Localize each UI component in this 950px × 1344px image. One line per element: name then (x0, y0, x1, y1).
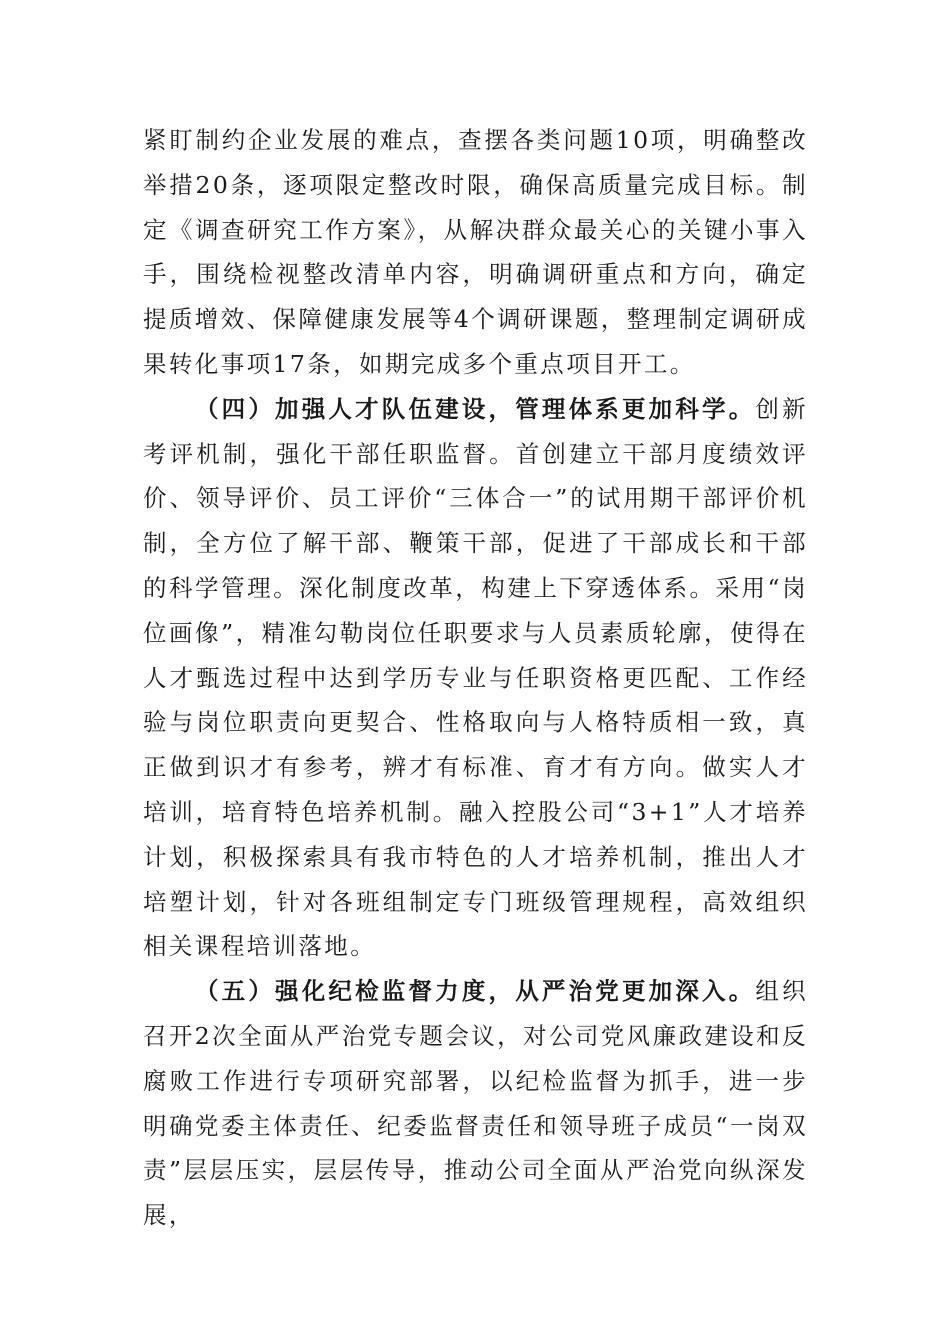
paragraph-text: 紧盯制约企业发展的难点，查摆各类问题10项，明确整改举措20条，逐项限定整改时限，确保高质量完成目标。制定《调查研究工作方案》，从解决群众最关心的关键小事入手，围绕检视整改清单内容，明确调研重点和方向，确定提质增效、保障健康发展等4个调研课题，整理制定调研成果转化事项17条，如期完成多个重点项目开工。 (143, 126, 808, 378)
paragraph-text: 组织召开2次全面从严治党专题会议，对公司党风廉政建设和反腐败工作进行专项研究部署，以纪检监督为抓手，进一步明确党委主体责任、纪委监督责任和领导班子成员“一岗双责”层层压实，层层传导，推动公司全面从严治党向纵深发展， (143, 977, 808, 1230)
paragraph-text: 创新考评机制，强化干部任职监督。首创建立干部月度绩效评价、领导评价、员工评价“三体合一”的试用期干部评价机制，全方位了解干部、鞭策干部，促进了干部成长和干部的科学管理。深化制度改革，构建上下穿透体系。采用“岗位画像”，精准勾勒岗位任职要求与人员素质轮廓，使得在人才甄选过程中达到学历专业与任职资格更匹配、工作经验与岗位职责向更契合、性格取向与人格特质相一致，真正做到识才有参考，辨才有标准、育才有方向。做实人才培训，培育特色培养机制。融入控股公司“3+1”人才培养计划，积极探索具有我市特色的人才培养机制，推出人才培塑计划，针对各班组制定专门班级管理规程，高效组织相关课程培训落地。 (143, 394, 808, 961)
section-heading-4: （四）加强人才队伍建设，管理体系更加科学。 (195, 394, 756, 423)
paragraph-section-5 (143, 969, 808, 1238)
body-text (143, 118, 808, 1238)
paragraph-section-4 (143, 387, 808, 969)
paragraph-continued (143, 118, 808, 387)
section-heading-5: （五）强化纪检监督力度，从严治党更加深入。 (195, 977, 756, 1006)
